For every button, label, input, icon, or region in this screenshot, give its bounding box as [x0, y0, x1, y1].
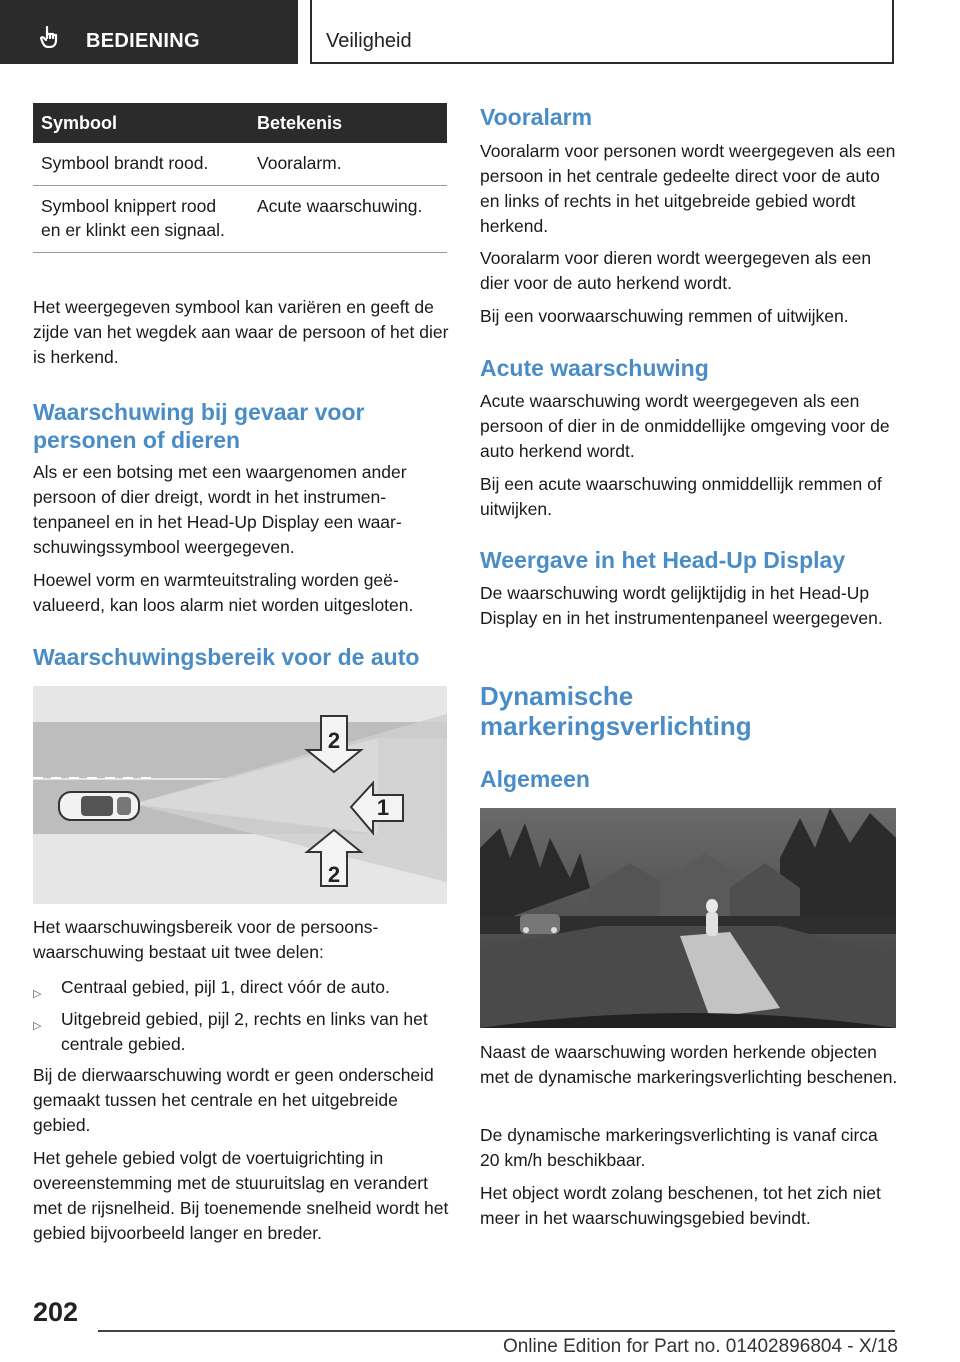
table-row [33, 186, 447, 253]
paragraph: Het gehele gebied volgt de voertuigrichting in overeenstemming met de stuuruitslag en verandert met de rijsnelheid. Bij toenemende snelheid wordt het gebied bijvoorbeeld langer en breder. [33, 1148, 449, 1243]
table-cell: Symbool knippert rood en er klinkt een signaal. [33, 186, 249, 253]
paragraph: Als er een botsing met een waargenomen ander persoon of dier dreigt, wordt in het instrumentenpaneel en in het Head-Up Display een waarschuwingssymbool weergegeven. [33, 462, 407, 557]
paragraph: Het waarschuwingsbereik voor de persoonswaarschuwing bestaat uit twee delen: [33, 917, 379, 962]
table-row [33, 143, 447, 186]
table-cell: Symbool brandt rood. [33, 143, 249, 186]
heading-acute-warning: Acute waarschuwing [480, 355, 709, 381]
paragraph: Het weergegeven symbool kan variëren en geeft de zijde van het wegdek aan waar de persoon of het dier is herkend. [33, 297, 449, 367]
footer-divider [98, 1330, 895, 1332]
warning-range-figure [33, 686, 447, 904]
page-number: 202 [33, 1297, 79, 1327]
table-header-meaning: Betekenis [249, 103, 447, 143]
heading-dynamic-line2: markeringsverlichting [480, 711, 752, 741]
heading-dynamic-line1: Dynamische [480, 681, 634, 711]
section-tab[interactable] [310, 0, 894, 64]
paragraph: Bij een voorwaarschuwing remmen of uitwijken. [480, 306, 849, 326]
triangle-bullet-icon: ▷ [33, 1020, 42, 1032]
heading-pre-alarm: Vooralarm [480, 104, 593, 130]
night-road-photo [480, 808, 896, 1028]
table-cell: Acute waarschuwing. [249, 186, 447, 253]
paragraph: Naast de waarschuwing worden herkende objecten met de dynamische markeringsverlichting beschenen. [480, 1042, 898, 1087]
heading-warning-range: Waarschuwingsbereik voor de auto [33, 644, 420, 670]
table-header-symbol: Symbool [33, 103, 249, 143]
paragraph: De waarschuwing wordt gelijktijdig in het Head-Up Display en in het instrumentenpaneel weergegeven. [480, 583, 883, 628]
triangle-bullet-icon: ▷ [33, 988, 42, 1000]
page-header [0, 0, 960, 66]
chapter-tab[interactable] [0, 0, 298, 64]
symbol-table [33, 103, 447, 253]
table-cell: Vooralarm. [249, 143, 447, 186]
paragraph: Hoewel vorm en warmteuitstraling worden geëvalueerd, kan loos alarm niet worden uitgesloten. [33, 570, 414, 615]
arrow-label: 2 [327, 728, 341, 753]
chapter-label: BEDIENING [86, 30, 200, 52]
car-icon [59, 792, 139, 820]
paragraph: De dynamische markeringsverlichting is vanaf circa 20 km/h beschikbaar. [480, 1125, 878, 1170]
paragraph: Bij een acute waarschuwing onmiddellijk remmen of uitwijken. [480, 474, 882, 519]
table-header-row [33, 103, 447, 143]
heading-danger-warning: Waarschuwing bij gevaar voor personen of dieren [33, 399, 365, 453]
arrow-label: 2 [327, 862, 341, 887]
heading-head-up-display: Weergave in het Head-Up Display [480, 547, 846, 573]
paragraph: Bij de dierwaarschuwing wordt er geen onderscheid gemaakt tussen het centrale en het uitgebreide gebied. [33, 1065, 434, 1135]
list-item: ▷ Uitgebreid gebied, pijl 2, rechts en links van het centrale gebied. [33, 1009, 428, 1054]
paragraph: Vooralarm voor dieren wordt weergegeven als een dier voor de auto herkend wordt. [480, 248, 872, 293]
paragraph: Acute waarschuwing wordt weergegeven als een persoon of dier in de onmiddellijke omgeving voor de auto herkend wordt. [480, 391, 890, 461]
hand-pointer-icon [40, 26, 62, 48]
list-item: ▷ Centraal gebied, pijl 1, direct vóór de auto. [33, 975, 451, 1000]
arrow-label: 1 [376, 795, 390, 820]
section-label: Veiligheid [326, 30, 412, 52]
paragraph: Vooralarm voor personen wordt weergegeven als een persoon in het centrale gedeelte direct voor de auto en links of rechts in het uitgebreide gebied wordt herkend. [480, 141, 896, 236]
footer-edition-text: Online Edition for Part no. 01402896804 - X/18 [502, 1336, 898, 1357]
paragraph: Het object wordt zolang beschenen, tot het zich niet meer in het waarschuwingsgebied bevindt. [480, 1183, 881, 1228]
heading-general: Algemeen [480, 766, 590, 792]
